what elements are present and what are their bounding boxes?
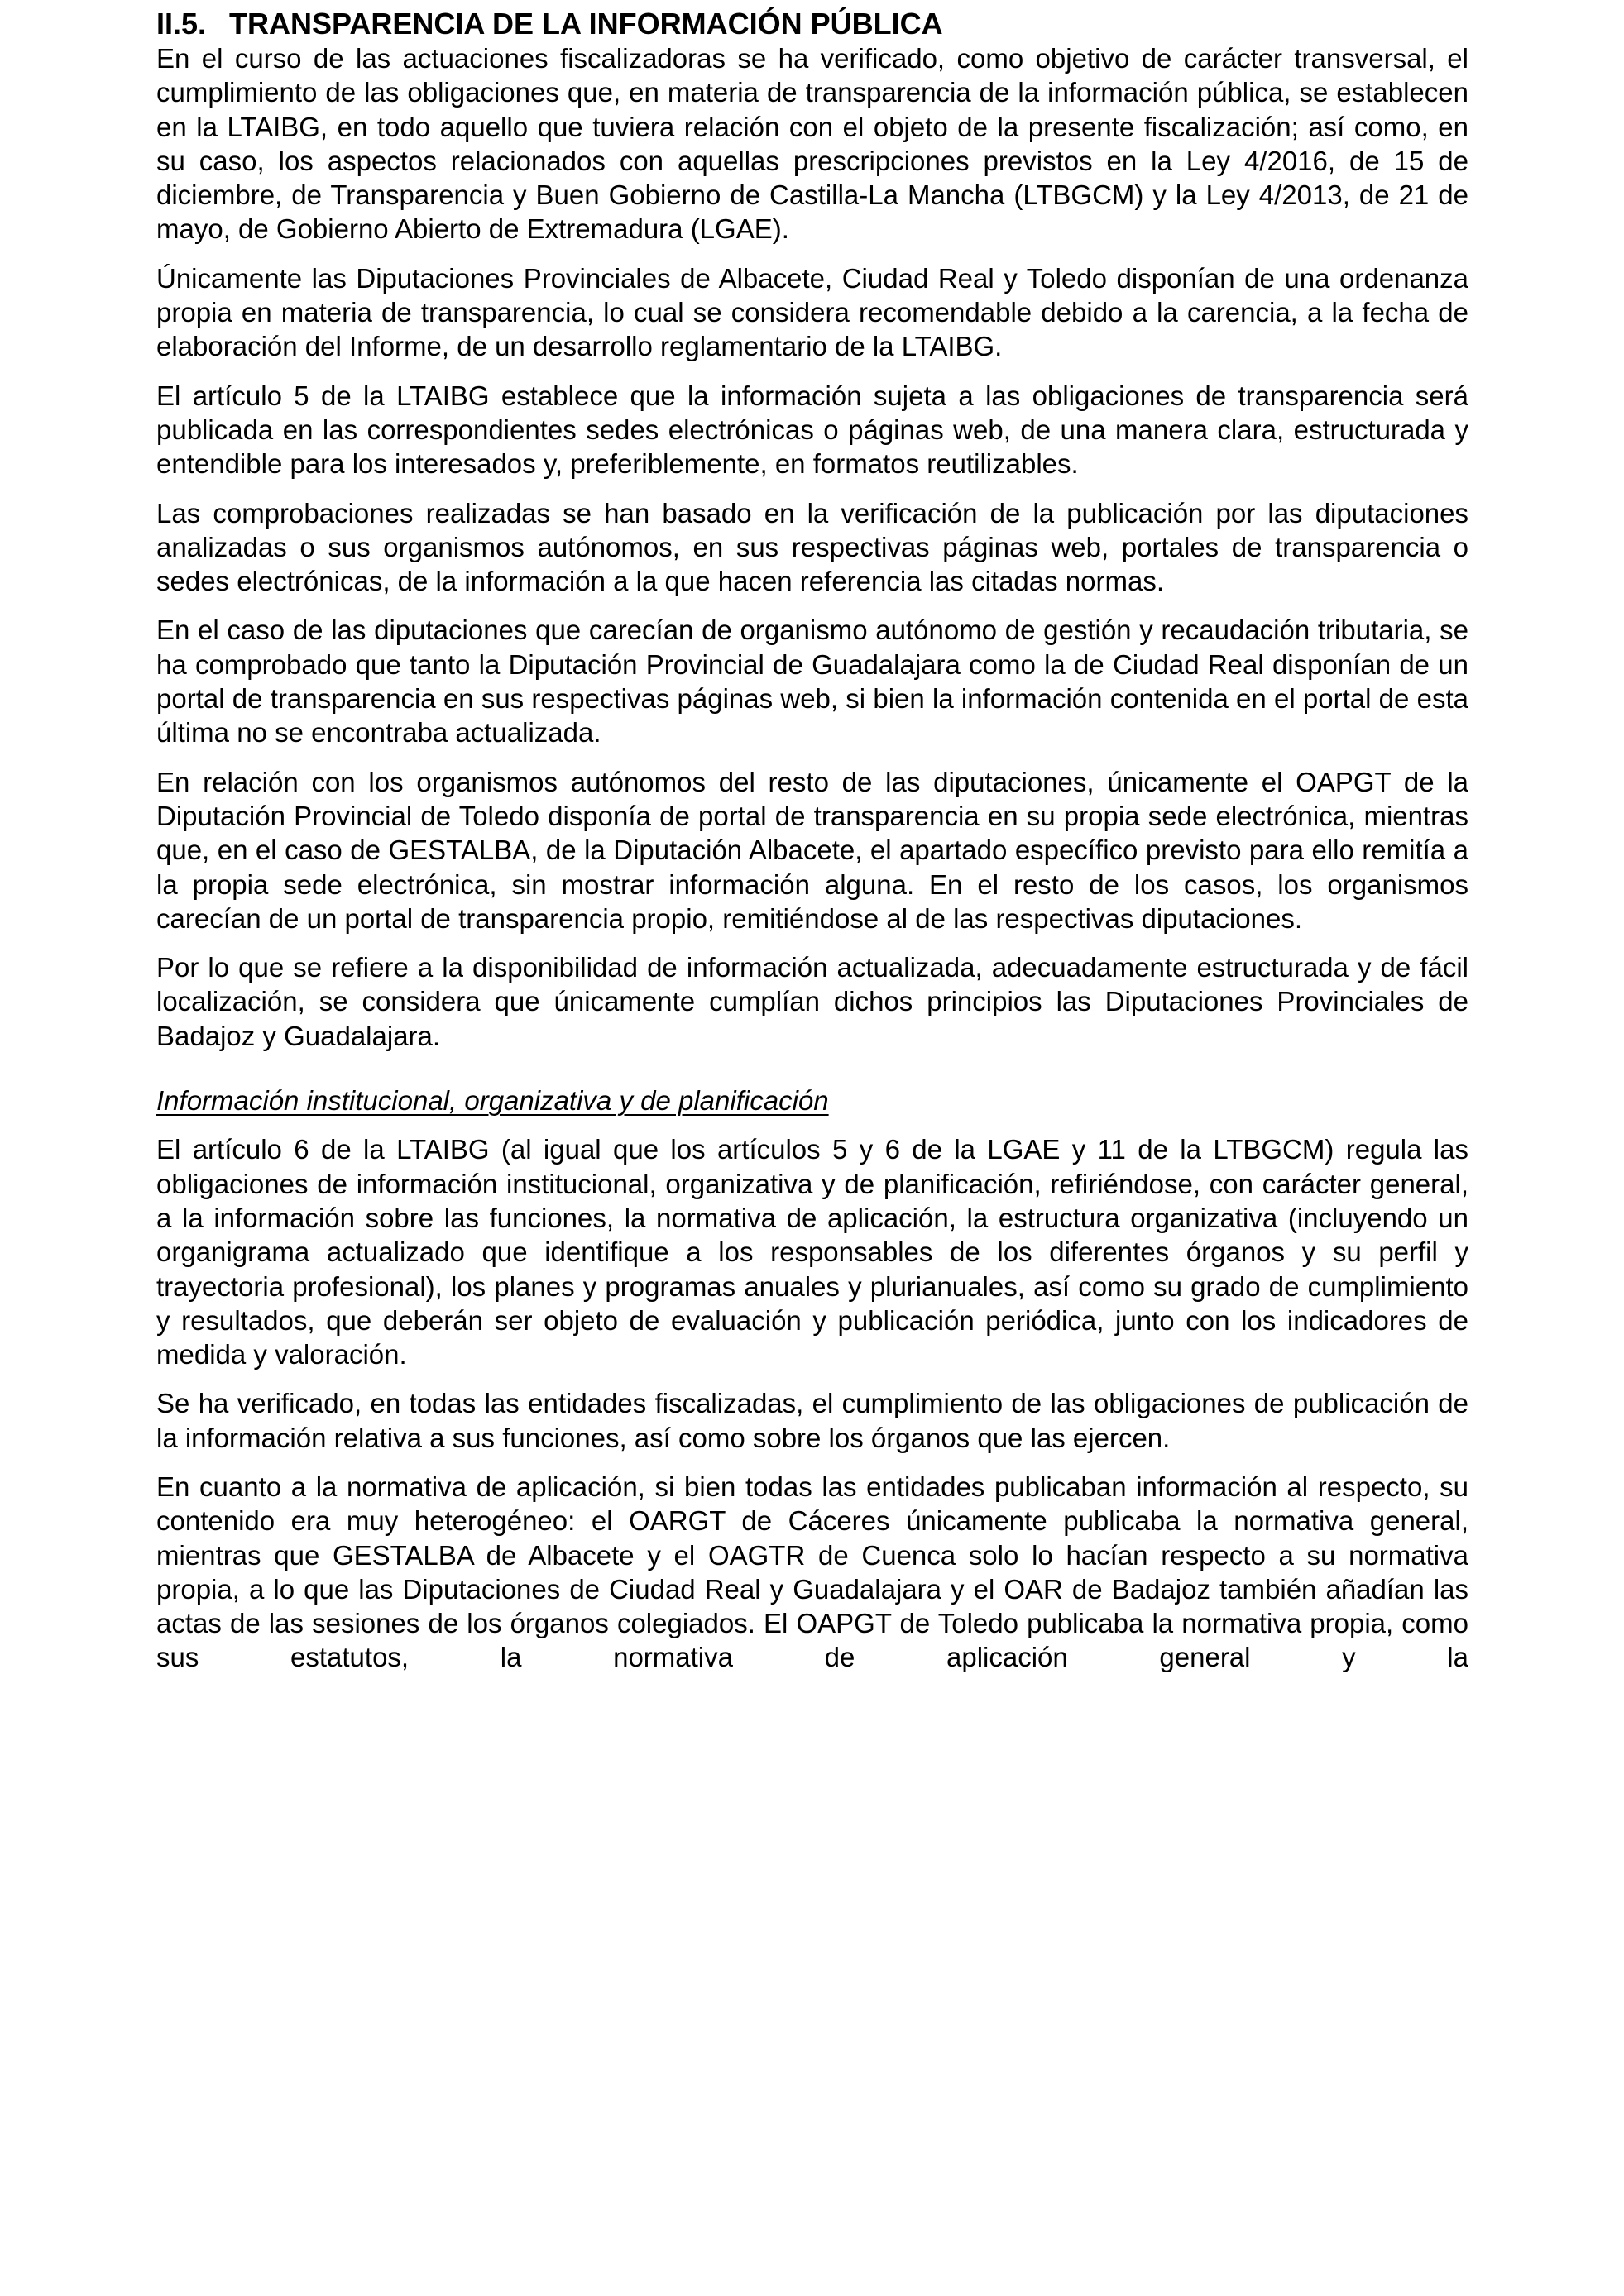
subheading-institutional-info: Información institucional, organizativa y de planificación bbox=[156, 1085, 829, 1117]
section-number: II.5. bbox=[156, 7, 207, 41]
document-page bbox=[156, 0, 1468, 1690]
paragraph-applicable-regulations: En cuanto a la normativa de aplicación, si bien todas las entidades publicaban información al respecto, su contenido era muy heterogéneo: el OARGT de Cáceres únicamente publicaba la normativa general, mientras que GESTALBA de Albacete y el OAGTR de Cuenca solo lo hacían respecto a su normativa propia, a lo que las Diputaciones de Ciudad Real y Guadalajara y el OAR de Badajoz también añadían las actas de las sesiones de los órganos colegiados. El OAPGT de Toledo publicaba la normativa propia, como sus estatutos, la normativa de aplicación general y la bbox=[156, 1471, 1468, 1673]
paragraph-checks-performed: Las comprobaciones realizadas se han basado en la verificación de la publicación por las diputaciones analizadas o sus organismos autónomos, en sus respectivas páginas web, portales de transparencia o sedes electrónicas, de la información a la que hacen referencia las citadas normas. bbox=[156, 497, 1468, 597]
paragraph-autonomous-bodies: En relación con los organismos autónomos del resto de las diputaciones, únicamente el OAPGT de la Diputación Provincial de Toledo disponía de portal de transparencia en su propia sede electrónica, mientras que, en el caso de GESTALBA, de la Diputación Albacete, el apartado específico previsto para ello remitía a la propia sede electrónica, sin mostrar información alguna. En el resto de los casos, los organismos carecían de un portal de transparencia propio, remitiéndose al de las respectivas diputaciones. bbox=[156, 766, 1468, 934]
paragraph-article-6: El artículo 6 de la LTAIBG (al igual que los artículos 5 y 6 de la LGAE y 11 de la LTBGCM) regula las obligaciones de información institucional, organizativa y de planificación, refiriéndose, con carácter general, a la información sobre las funciones, la normativa de aplicación, la estructura organizativa (incluyendo un organigrama actualizado que identifique a los responsables de los diferentes órganos y su perfil y trayectoria profesional), los planes y programas anuales y plurianuales, así como su grado de cumplimiento y resultados, que deberán ser objeto de evaluación y publicación periódica, junto con los indicadores de medida y valoración. bbox=[156, 1134, 1468, 1370]
paragraph-availability: Por lo que se refiere a la disponibilidad de información actualizada, adecuadamente estructurada y de fácil localización, se considera que únicamente cumplían dichos principios las Diputaciones Provinciales de Badajoz y Guadalajara. bbox=[156, 952, 1468, 1051]
paragraph-ordinances: Únicamente las Diputaciones Provinciales de Albacete, Ciudad Real y Toledo disponían de una ordenanza propia en materia de transparencia, lo cual se considera recomendable debido a la carencia, a la fecha de elaboración del Informe, de un desarrollo reglamentario de la LTAIBG. bbox=[156, 262, 1468, 362]
paragraph-diputaciones-without-oa: En el caso de las diputaciones que carecían de organismo autónomo de gestión y recaudación tributaria, se ha comprobado que tanto la Diputación Provincial de Guadalajara como la de Ciudad Real disponían de un portal de transparencia en sus respectivas páginas web, si bien la información contenida en el portal de esta última no se encontraba actualizada. bbox=[156, 615, 1468, 749]
paragraph-functions-verified: Se ha verificado, en todas las entidades fiscalizadas, el cumplimiento de las obligaciones de publicación de la información relativa a sus funciones, así como sobre los órganos que las ejercen. bbox=[156, 1388, 1468, 1453]
paragraph-transversal-objective: En el curso de las actuaciones fiscalizadoras se ha verificado, como objetivo de carácter transversal, el cumplimiento de las obligaciones que, en materia de transparencia de la información pública, se establecen en la LTAIBG, en todo aquello que tuviera relación con el objeto de la presente fiscalización; así como, en su caso, los aspectos relacionados con aquellas prescripciones previstos en la Ley 4/2016, de 15 de diciembre, de Transparencia y Buen Gobierno de Castilla-La Mancha (LTBGCM) y la Ley 4/2013, de 21 de mayo, de Gobierno Abierto de Extremadura (LGAE). bbox=[156, 43, 1468, 245]
section-title: TRANSPARENCIA DE LA INFORMACIÓN PÚBLICA bbox=[229, 7, 943, 41]
section-heading bbox=[156, 0, 1468, 41]
paragraph-article-5: El artículo 5 de la LTAIBG establece que la información sujeta a las obligaciones de transparencia será publicada en las correspondientes sedes electrónicas o páginas web, de una manera clara, estructurada y entendible para los interesados y, preferiblemente, en formatos reutilizables. bbox=[156, 380, 1468, 480]
